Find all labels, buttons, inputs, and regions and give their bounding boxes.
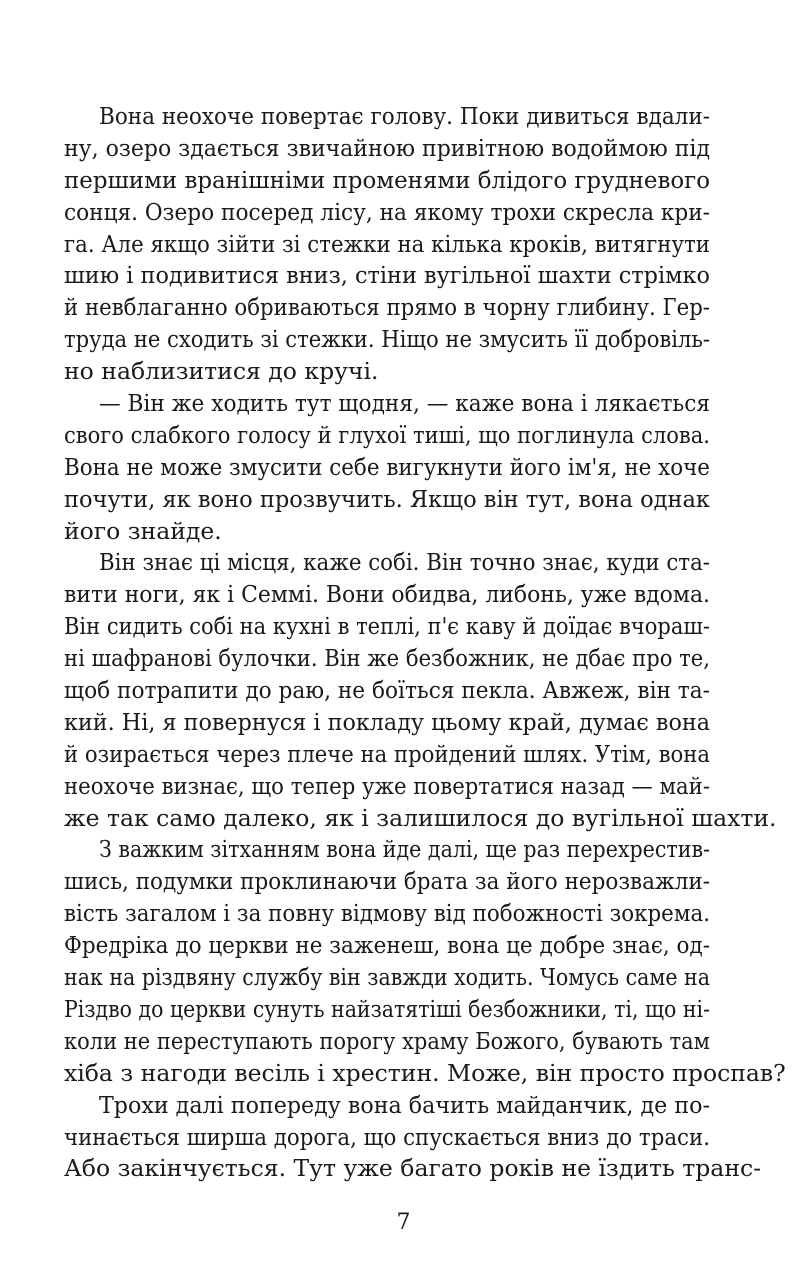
- text-line: й озирається через плече на пройдений шлях. Утім, вона: [64, 739, 710, 768]
- paragraph: [64, 1090, 762, 1186]
- text-line: сонця. Озеро посеред лісу, на якому трохи скресла кри-: [64, 197, 710, 226]
- text-line: кий. Ні, я повернуся і покладу цьому край, думає вона: [64, 707, 710, 736]
- paragraph: [64, 834, 786, 1089]
- text-line: Трохи далі попереду вона бачить майданчик, де по-: [99, 1090, 710, 1119]
- text-line: но наблизитися до кручі.: [64, 357, 379, 386]
- body-text: [64, 101, 786, 1185]
- text-line: Вона неохоче повертає голову. Поки дивиться вдали-: [99, 102, 710, 130]
- text-line: З важким зітханням вона йде далі, ще раз перехрестив-: [99, 835, 710, 864]
- text-line: свого слабкого голосу й глухої тиші, що поглинула слова.: [64, 420, 710, 449]
- text-line: й невблаганно обриваються прямо в чорну глибину. Гер-: [64, 293, 710, 322]
- text-line: вість загалом і за повну відмову від побожності зокрема.: [64, 899, 710, 928]
- text-line: Або закінчується. Тут уже багато років не їздить транс-: [64, 1154, 762, 1183]
- text-line: Він сидить собі на кухні в теплі, п'є каву й доїдає вчораш-: [64, 612, 710, 641]
- paragraph: [64, 101, 710, 388]
- text-line: ну, озеро здається звичайною привітною водоймою під: [64, 133, 710, 162]
- text-line: ні шафранові булочки. Він же безбожник, не дбає про те,: [64, 644, 710, 673]
- text-line: першими вранішніми променями блідого грудневого: [64, 165, 710, 194]
- text-line: Фредріка до церкви не заженеш, вона це добре знає, од-: [64, 931, 710, 960]
- text-line: неохоче визнає, що тепер уже повертатися назад — май-: [64, 771, 710, 800]
- text-line: Різдво до церкви сунуть найзатятіші безбожники, ті, що ні-: [64, 994, 710, 1023]
- text-line: його знайде.: [64, 516, 222, 545]
- text-line: же так само далеко, як і залишилося до вугільної шахти.: [64, 803, 777, 832]
- text-line: нак на різдвяну службу він завжди ходить. Чомусь саме на: [64, 963, 710, 992]
- text-line: хіба з нагоди весіль і хрестин. Може, він просто проспав?: [64, 1058, 786, 1087]
- text-line: шию і подивитися вниз, стіни вугільної шахти стрімко: [64, 261, 710, 290]
- text-line: коли не переступають порогу храму Божого, бувають там: [64, 1026, 710, 1055]
- page-number: 7: [396, 1210, 411, 1235]
- text-line: чинається ширша дорога, що спускається вниз до траси.: [64, 1122, 710, 1151]
- text-line: шись, подумки проклинаючи брата за його нерозважли-: [64, 867, 710, 896]
- text-line: труда не сходить зі стежки. Ніщо не змусить її добровіль-: [64, 325, 710, 354]
- paragraph: [64, 547, 777, 834]
- text-line: га. Але якщо зійти зі стежки на кілька кроків, витягнути: [64, 229, 710, 258]
- text-line: почути, як воно прозвучить. Якщо він тут, вона однак: [64, 484, 710, 513]
- text-line: Вона не може змусити себе вигукнути його ім'я, не хоче: [64, 452, 710, 481]
- text-line: вити ноги, як і Семмі. Вони обидва, либонь, уже вдома.: [64, 580, 710, 609]
- text-line: — Він же ходить тут щодня, — каже вона і лякається: [99, 389, 710, 418]
- text-line: Він знає ці місця, каже собі. Він точно знає, куди ста-: [99, 548, 710, 577]
- paragraph: [64, 388, 710, 547]
- text-line: щоб потрапити до раю, не боїться пекла. Авжеж, він та-: [64, 676, 710, 705]
